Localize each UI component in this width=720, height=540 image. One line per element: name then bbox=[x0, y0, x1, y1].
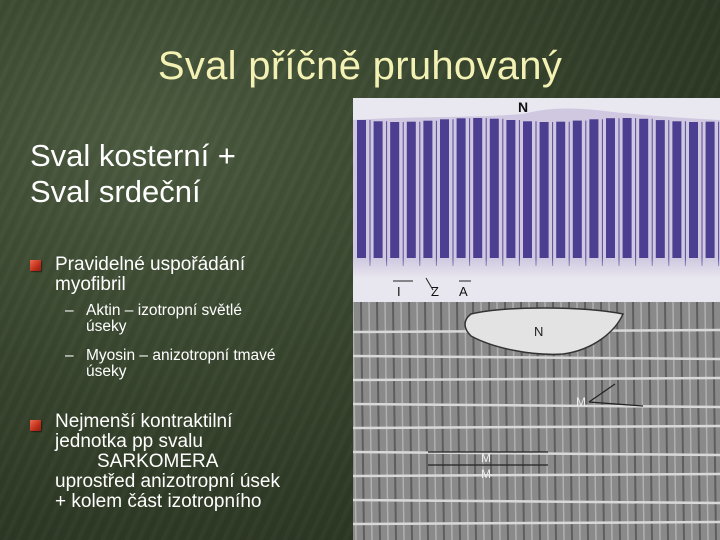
sub-bullet-item bbox=[65, 348, 276, 380]
bullet-line: Nejmenší kontraktilní bbox=[55, 411, 233, 432]
a-band-stripe bbox=[540, 122, 549, 258]
label-i: I bbox=[397, 284, 401, 299]
a-band-stripe bbox=[556, 122, 565, 258]
a-band-stripe bbox=[623, 118, 632, 258]
label-nucleus-bottom: N bbox=[534, 324, 544, 339]
a-band-stripe bbox=[473, 118, 482, 258]
sub-bullet-item bbox=[65, 303, 242, 335]
bullet-item bbox=[55, 412, 280, 512]
bullet-line: SARKOMERA bbox=[97, 451, 219, 472]
label-m-upper: M bbox=[576, 395, 586, 409]
a-band-stripe bbox=[423, 121, 432, 258]
label-m-lower-2: M bbox=[481, 467, 491, 481]
a-band-stripe bbox=[656, 120, 665, 258]
a-band-stripe bbox=[573, 121, 582, 258]
label-m-lower-1: M bbox=[481, 451, 491, 465]
a-band-stripe bbox=[407, 122, 416, 258]
slide-title: Sval příčně pruhovaný bbox=[157, 44, 563, 88]
a-band-stripe bbox=[390, 122, 399, 258]
bullet-line: jednotka pp svalu bbox=[55, 431, 203, 452]
skeletal-muscle-micrograph bbox=[353, 98, 720, 302]
a-band-stripe bbox=[490, 119, 499, 258]
a-band-stripe bbox=[606, 118, 615, 258]
label-z: Z bbox=[431, 284, 439, 299]
sub-bullet-line: úseky bbox=[86, 318, 127, 335]
heading-line: Sval kosterní + bbox=[30, 138, 236, 173]
a-band-stripe bbox=[374, 121, 383, 258]
a-band-stripe bbox=[639, 119, 648, 258]
a-band-stripe bbox=[440, 119, 449, 258]
a-band-stripe bbox=[506, 120, 515, 258]
sub-bullet-line: Aktin – izotropní světlé bbox=[86, 302, 242, 319]
a-band-stripe bbox=[706, 122, 715, 258]
bullet-square-icon bbox=[30, 260, 41, 271]
dash-marker: – bbox=[65, 302, 74, 319]
sub-bullet-line: Myosin – anizotropní tmavé bbox=[86, 347, 276, 364]
slide-heading bbox=[30, 138, 236, 210]
label-a: A bbox=[459, 284, 468, 299]
skeletal-muscle-image bbox=[353, 98, 720, 302]
a-band-stripe bbox=[357, 120, 366, 258]
bullet-line: uprostřed anizotropní úsek bbox=[55, 471, 280, 492]
bullet-line: + kolem část izotropního bbox=[55, 491, 262, 512]
cardiac-muscle-image bbox=[353, 302, 720, 540]
bullet-item bbox=[55, 255, 245, 295]
a-band-stripe bbox=[589, 119, 598, 258]
a-band-stripe bbox=[457, 118, 466, 258]
bullet-line: myofibril bbox=[55, 274, 126, 295]
label-nucleus-top: N bbox=[518, 99, 529, 115]
bullet-square-icon bbox=[30, 420, 41, 431]
bullet-line: Pravidelné uspořádání bbox=[55, 254, 246, 275]
a-band-stripe bbox=[689, 122, 698, 258]
dash-marker: – bbox=[65, 347, 74, 364]
heading-line: Sval srdeční bbox=[30, 174, 201, 209]
a-band-stripe bbox=[523, 121, 532, 258]
sub-bullet-line: úseky bbox=[86, 363, 127, 380]
cardiac-muscle-micrograph bbox=[353, 302, 720, 540]
a-band-stripe bbox=[672, 121, 681, 258]
